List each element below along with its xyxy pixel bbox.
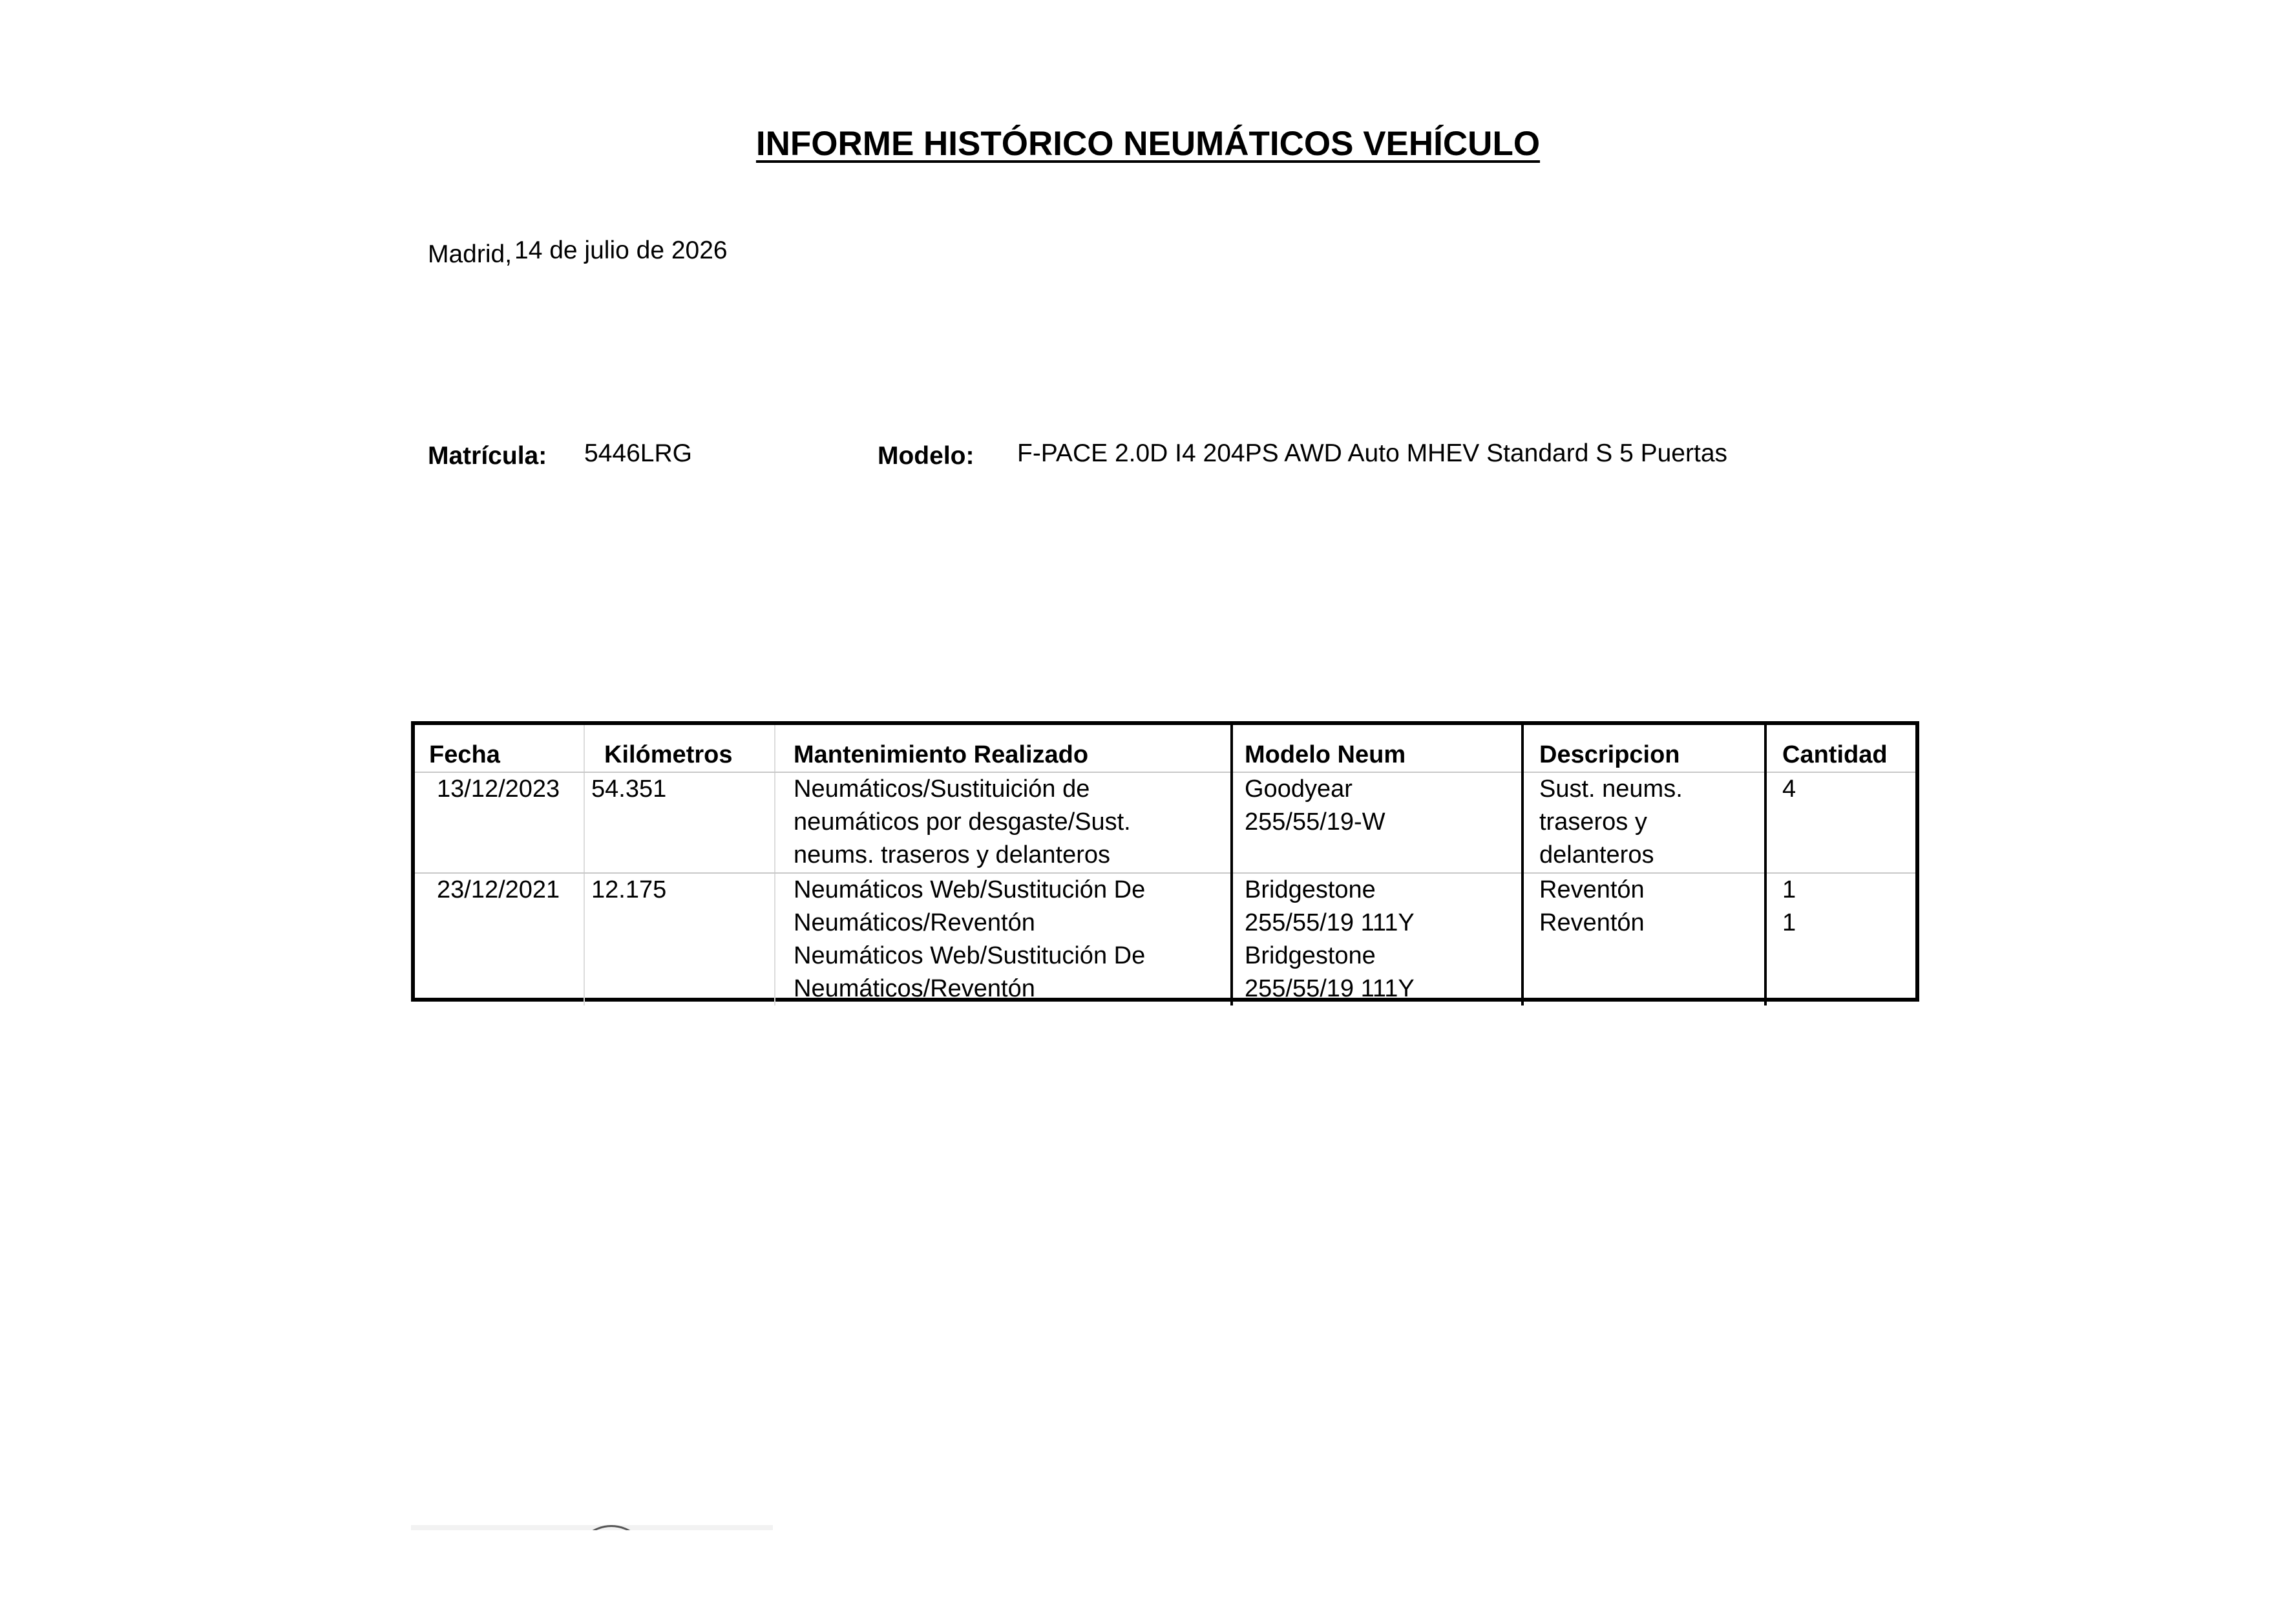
cell-mantenimiento-line: Neumáticos Web/Sustitución De: [794, 942, 1146, 969]
header-kilometros: Kilómetros: [584, 725, 775, 772]
model-value: F-PACE 2.0D I4 204PS AWD Auto MHEV Standard S 5 Puertas: [1017, 439, 1728, 467]
plate-value: 5446LRG: [584, 439, 692, 467]
cell-descripcion-line: Sust. neums.: [1539, 775, 1683, 803]
model-label: Modelo:: [878, 442, 974, 470]
cell-mantenimiento-line: neumáticos por desgaste/Sust.: [794, 808, 1131, 836]
cell-km: 12.175: [591, 876, 667, 903]
cell-cantidad: 1: [1782, 909, 1796, 936]
table-row: [415, 772, 1915, 873]
cell-modelo-line: Bridgestone: [1245, 876, 1376, 903]
cell-modelo-line: 255/55/19 111Y: [1245, 909, 1415, 936]
table-header-row: [415, 725, 1915, 772]
tire-history-table: [411, 721, 1919, 1002]
header-modelo-neum: Modelo Neum: [1232, 725, 1522, 772]
cell-mantenimiento-line: Neumáticos/Reventón: [794, 909, 1035, 936]
report-date: 14 de julio de 2026: [514, 237, 728, 264]
city-label: Madrid,: [428, 240, 512, 268]
report-title: INFORME HISTÓRICO NEUMÁTICOS VEHÍCULO: [755, 125, 1541, 163]
cell-mantenimiento-line: Neumáticos Web/Sustitución De: [794, 876, 1146, 903]
cell-fecha: 13/12/2023: [437, 775, 560, 803]
cell-km: 54.351: [591, 775, 667, 803]
cell-modelo-line: Bridgestone: [1245, 942, 1376, 969]
cell-cantidad: 1: [1782, 876, 1796, 903]
cell-cantidad: 4: [1782, 775, 1796, 803]
cell-descripcion-line: delanteros: [1539, 841, 1654, 868]
cell-modelo-line: Goodyear: [1245, 775, 1353, 803]
header-fecha: Fecha: [415, 725, 584, 772]
cell-descripcion-line: traseros y: [1539, 808, 1647, 836]
header-descripcion: Descripcion: [1522, 725, 1765, 772]
cell-mantenimiento-line: neums. traseros y delanteros: [794, 841, 1111, 868]
stamp-seal-icon: [574, 1525, 649, 1600]
cell-descripcion-line: Reventón: [1539, 876, 1645, 903]
cell-modelo-line: 255/55/19-W: [1245, 808, 1385, 836]
header-mantenimiento: Mantenimiento Realizado: [775, 725, 1232, 772]
cell-fecha: 23/12/2021: [437, 876, 560, 903]
header-cantidad: Cantidad: [1765, 725, 1915, 772]
cell-descripcion-line: Reventón: [1539, 909, 1645, 936]
cell-mantenimiento-line: Neumáticos/Sustituición de: [794, 775, 1090, 803]
cell-modelo-line: 255/55/19 111Y: [1245, 975, 1415, 1002]
plate-label: Matrícula:: [428, 442, 547, 470]
cell-mantenimiento-line: Neumáticos/Reventón: [794, 975, 1035, 1002]
table-row: [415, 873, 1915, 1005]
